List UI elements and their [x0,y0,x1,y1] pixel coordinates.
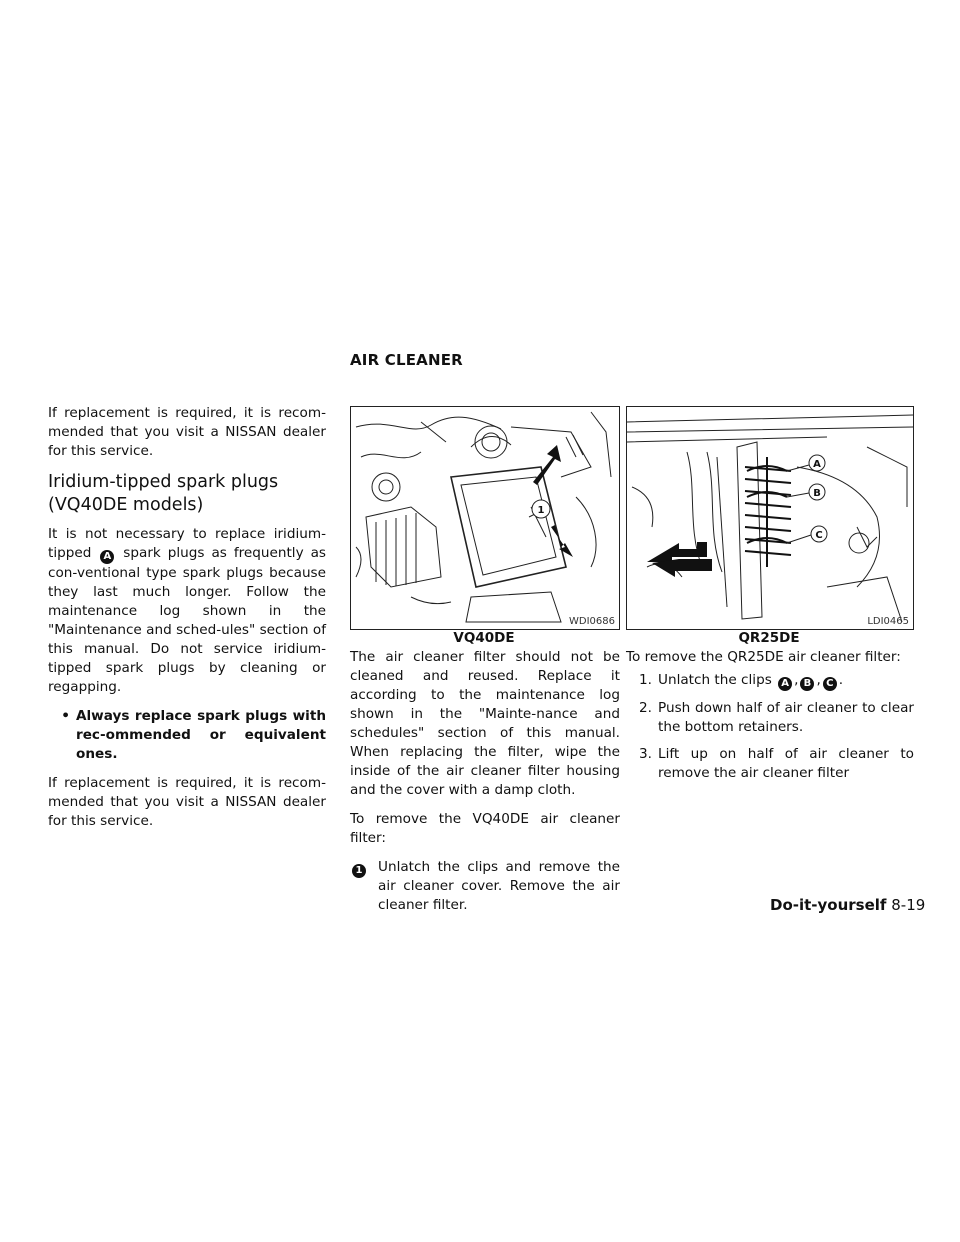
section-title: AIR CLEANER [350,351,463,369]
step-vq40de-text: Unlatch the clips and remove the air cleaner cover. Remove the air cleaner filter. [378,859,620,913]
paragraph-iridium [48,525,326,697]
figure-callout-c: C [815,530,823,541]
bullet-dot: • [61,708,70,724]
figure-vq40de [350,406,620,630]
column-left [48,404,326,841]
figure-callout-b: B [813,488,821,499]
callout-a-marker: A [100,550,114,564]
figure-callout-a: A [813,459,821,470]
bullet-item [48,707,326,764]
separator-1: , [794,672,799,688]
subheading-line-1: Iridium-tipped spark plugs [48,472,279,492]
column-right [626,648,914,791]
paragraph-filter-care: The air cleaner filter should not be cleaned and reused. Replace it according to the maintenance log shown in the "Mainte-nance and schedules" section of this manual. When replacing the filter, wipe the inside of the air cleaner filter housing and the cover with a damp cloth. [350,649,620,798]
step-1-content [658,671,843,691]
clip-b-marker: B [800,677,814,691]
clip-c-marker: C [823,677,837,691]
paragraph-qr25de-intro: To remove the QR25DE air cleaner filter: [626,649,901,665]
page-number: 8-19 [891,896,926,914]
paragraph-iridium-start: It is not necessary to replace iridium-tipped [48,526,326,561]
figure-code-right: LDI0465 [867,616,909,627]
figure-caption-left: VQ40DE [453,630,515,646]
figure-code-left: WDI0686 [569,616,615,627]
step-vq40de [350,858,620,915]
page-footer [770,896,925,914]
bullet-text: Always replace spark plugs with rec-ommended or equivalent ones. [76,708,326,762]
clip-a-marker: A [778,677,792,691]
step-3-text: Lift up on half of air cleaner to remove the air cleaner filter [658,746,914,781]
step-1 [626,671,914,691]
step-2 [626,699,914,737]
step-2-text: Push down half of air cleaner to clear the bottom retainers. [658,700,914,735]
step-3-number: 3. [639,746,652,762]
separator-2: , [816,672,821,688]
paragraph-replacement-1: If replacement is required, it is recom-mended that you visit a NISSAN dealer for this service. [48,405,326,459]
footer-label: Do-it-yourself [770,896,887,914]
step-2-number: 2. [639,700,652,716]
engine-illustration-qr25de [627,407,913,629]
step-marker-1: 1 [352,864,366,878]
column-middle [350,648,620,923]
subheading-line-2: (VQ40DE models) [48,495,204,515]
figure-qr25de [626,406,914,630]
paragraph-replacement-2: If replacement is required, it is recom-mended that you visit a NISSAN dealer for this service. [48,775,326,829]
step-1-number: 1. [639,672,652,688]
paragraph-vq40de-intro: To remove the VQ40DE air cleaner filter: [350,811,620,846]
step-1-text: Unlatch the clips [658,672,772,688]
step-3 [626,745,914,783]
paragraph-iridium-end: spark plugs as frequently as con-ventional type spark plugs because they last much longer. Follow the maintenance log shown in the "Maintenance and sched-ules" section of this manual. Do not service iridium-tipped spark plugs by cleaning or regapping. [48,545,326,695]
step-1-end: . [838,672,844,688]
figure-callout-1: 1 [537,505,545,516]
step-marker-cell [350,858,378,915]
figure-caption-right: QR25DE [738,630,800,646]
subheading-iridium [48,471,326,517]
engine-illustration-vq40de [351,407,619,629]
